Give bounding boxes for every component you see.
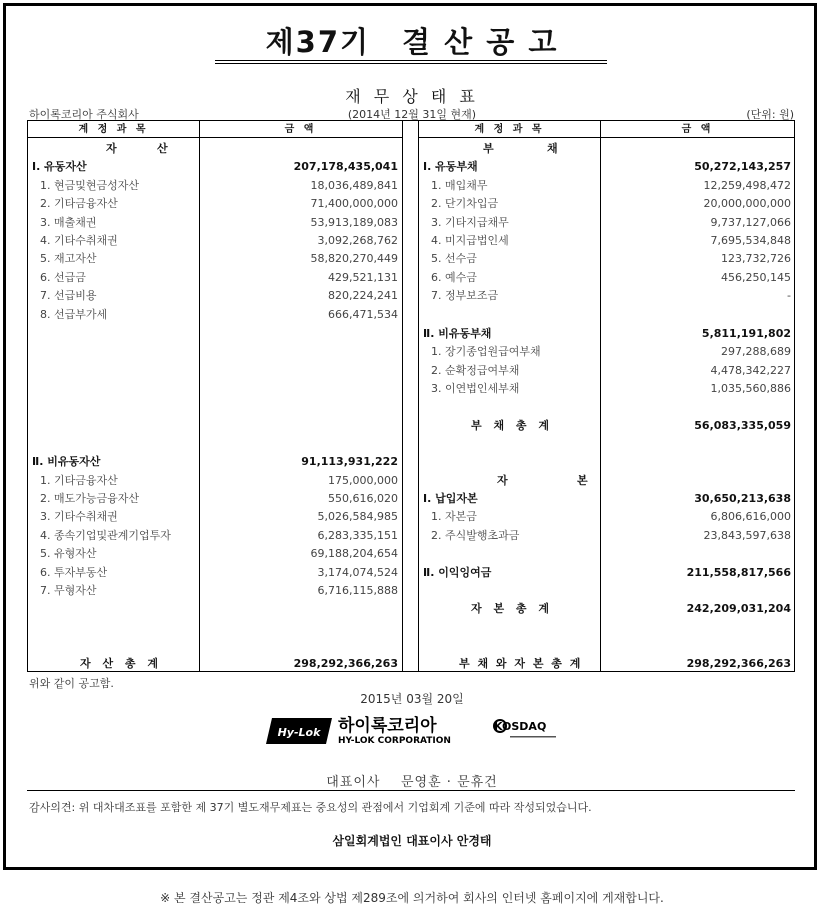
retained-earnings-row (419, 564, 795, 582)
list-item (28, 195, 402, 213)
divider (402, 121, 403, 671)
company-name-en: HY-LOK CORPORATION (338, 736, 451, 746)
row-label: 5. 선수금 (431, 252, 477, 265)
liabilities-header-left: 부 (483, 142, 494, 155)
row-amount: 123,732,726 (721, 252, 791, 265)
list-item (419, 343, 795, 361)
list-item (28, 564, 402, 582)
list-item (419, 527, 795, 545)
balance-sheet-table (27, 120, 795, 672)
row-label: 부 채 와 자 본 총 계 (459, 657, 583, 670)
current-assets-row (28, 158, 402, 176)
row-amount: 175,000,000 (328, 474, 398, 487)
list-item (28, 582, 402, 600)
company-name: 하이록코리아 주식회사 (29, 108, 139, 121)
logo-graphic (0, 712, 824, 752)
kosdaq-text: KOSDAQ (494, 720, 547, 733)
divider (27, 790, 795, 791)
row-label: Ⅱ. 이익잉여금 (423, 566, 492, 579)
row-amount: 6,716,115,888 (317, 584, 398, 597)
row-label: Ⅱ. 비유동부채 (423, 327, 492, 340)
liabilities-header-right: 채 (547, 142, 558, 155)
list-item (28, 472, 402, 490)
row-label: Ⅰ. 유동부채 (423, 160, 478, 173)
title-main: 결 산 공 고 (402, 25, 559, 59)
row-label: 7. 무형자산 (40, 584, 97, 597)
kosdaq-logo (494, 720, 556, 738)
row-amount: 56,083,335,059 (694, 419, 791, 432)
header-amount: 금 액 (199, 121, 402, 138)
row-amount: 456,250,145 (721, 271, 791, 284)
list-item (28, 287, 402, 305)
row-amount: 53,913,189,083 (310, 216, 398, 229)
assets-header-right: 산 (157, 142, 168, 155)
row-label: 3. 매출채권 (40, 216, 97, 229)
assets-header-left: 자 (106, 142, 117, 155)
list-item (419, 177, 795, 195)
list-item (419, 232, 795, 250)
row-amount: 820,224,241 (328, 289, 398, 302)
row-amount: - (787, 289, 791, 302)
row-label: 3. 기타지급채무 (431, 216, 509, 229)
ceo-names: 문영훈 · 문휴건 (401, 775, 498, 790)
list-item (419, 250, 795, 268)
row-amount: 429,521,131 (328, 271, 398, 284)
equity-header-right: 본 (577, 474, 588, 487)
total-assets-row (28, 655, 402, 673)
row-amount: 242,209,031,204 (686, 602, 791, 615)
row-amount: 1,035,560,886 (710, 382, 791, 395)
row-label: 2. 기타금융자산 (40, 197, 118, 210)
row-label: 1. 매입채무 (431, 179, 488, 192)
row-amount: 69,188,204,654 (310, 547, 398, 560)
equity-header-left: 자 (497, 474, 508, 487)
list-item (28, 269, 402, 287)
row-amount: 7,695,534,848 (710, 234, 791, 247)
row-amount: 50,272,143,257 (694, 160, 791, 173)
row-label: 4. 미지급법인세 (431, 234, 509, 247)
list-item (28, 232, 402, 250)
row-label: 1. 자본금 (431, 510, 477, 523)
title-underline-1 (215, 60, 607, 61)
row-label: 자 본 총 계 (471, 602, 553, 615)
list-item (419, 380, 795, 398)
row-label: 2. 순확정급여부채 (431, 364, 520, 377)
hylok-badge-text: Hy-Lok (277, 726, 321, 739)
row-label: 8. 선급부가세 (40, 308, 108, 321)
paidin-capital-row (419, 490, 795, 508)
row-label: 2. 매도가능금융자산 (40, 492, 139, 505)
report-period: (2014년 12월 31일 현재) (347, 108, 477, 121)
company-name-kr: 하이록코리아 (338, 716, 437, 736)
auditor-name: 삼일회계법인 대표이사 안경태 (332, 834, 492, 848)
row-amount: 207,178,435,041 (293, 160, 398, 173)
noncurrent-liabilities-row (419, 325, 795, 343)
liabilities-equity-column (419, 121, 795, 671)
header-amount: 금 액 (600, 121, 795, 138)
row-label: Ⅰ. 납입자본 (423, 492, 478, 505)
row-label: 5. 재고자산 (40, 252, 97, 265)
row-amount: 9,737,127,066 (710, 216, 791, 229)
list-item (419, 269, 795, 287)
title-underline-2 (215, 63, 607, 64)
row-amount: 6,806,616,000 (710, 510, 791, 523)
list-item (28, 214, 402, 232)
row-label: 1. 기타금융자산 (40, 474, 118, 487)
row-amount: 18,036,489,841 (310, 179, 398, 192)
row-amount: 3,092,268,762 (317, 234, 398, 247)
header-account: 계 정 과 목 (28, 121, 199, 138)
list-item (28, 177, 402, 195)
row-label: 부 채 총 계 (471, 419, 553, 432)
row-label: 1. 장기종업원급여부채 (431, 345, 541, 358)
list-item (419, 287, 795, 305)
row-amount: 58,820,270,449 (310, 252, 398, 265)
list-item (419, 214, 795, 232)
statement-title: 재 무 상 태 표 (345, 87, 479, 106)
row-amount: 5,026,584,985 (317, 510, 398, 523)
row-label: 5. 유형자산 (40, 547, 97, 560)
row-label: 1. 현금및현금성자산 (40, 179, 139, 192)
row-amount: 298,292,366,263 (293, 657, 398, 670)
row-label: 4. 종속기업및관계기업투자 (40, 529, 171, 542)
row-amount: 666,471,534 (328, 308, 398, 321)
row-amount: 30,650,213,638 (694, 492, 791, 505)
row-label: 7. 선급비용 (40, 289, 97, 302)
row-amount: 5,811,191,802 (701, 327, 791, 340)
row-label: 6. 예수금 (431, 271, 477, 284)
title-prefix: 제37기 (265, 25, 371, 59)
total-equity-row (419, 600, 795, 618)
audit-opinion: 감사의견: 위 대차대조표를 포함한 제 37기 별도재무제표는 중요성의 관점에서 기업회계 기준에 따라 작성되었습니다. (29, 801, 592, 814)
total-liabilities-equity-row (419, 655, 795, 673)
row-label: 자 산 총 계 (80, 657, 162, 670)
assets-column (28, 121, 402, 671)
row-amount: 20,000,000,000 (703, 197, 791, 210)
row-amount: 3,174,074,524 (317, 566, 398, 579)
row-amount: 550,616,020 (328, 492, 398, 505)
current-liabilities-row (419, 158, 795, 176)
row-label: 7. 정부보조금 (431, 289, 499, 302)
row-amount: 12,259,498,472 (703, 179, 791, 192)
row-label: 6. 선급금 (40, 271, 86, 284)
row-label: 6. 투자부동산 (40, 566, 108, 579)
kosdaq-subline (510, 736, 556, 738)
ceo-title: 대표이사 (326, 775, 381, 790)
list-item (419, 195, 795, 213)
list-item (419, 362, 795, 380)
list-item (28, 490, 402, 508)
list-item (28, 306, 402, 324)
row-amount: 91,113,931,222 (301, 455, 398, 468)
total-liabilities-row (419, 417, 795, 435)
row-amount: 23,843,597,638 (703, 529, 791, 542)
row-label: Ⅰ. 유동자산 (32, 160, 87, 173)
row-amount: 71,400,000,000 (310, 197, 398, 210)
company-logos (0, 712, 824, 752)
row-label: 3. 기타수취채권 (40, 510, 118, 523)
list-item (28, 545, 402, 563)
row-label: 3. 이연법인세부채 (431, 382, 520, 395)
currency-unit: (단위: 원) (746, 108, 794, 121)
row-label: Ⅱ. 비유동자산 (32, 455, 101, 468)
list-item (28, 508, 402, 526)
list-item (28, 250, 402, 268)
row-amount: 297,288,689 (721, 345, 791, 358)
notice-title (0, 20, 824, 61)
list-item (419, 508, 795, 526)
row-amount: 211,558,817,566 (686, 566, 791, 579)
row-amount: 298,292,366,263 (686, 657, 791, 670)
ceo-signature (0, 771, 824, 790)
row-label: 2. 주식발행초과금 (431, 529, 520, 542)
header-account: 계 정 과 목 (419, 121, 600, 138)
row-amount: 6,283,335,151 (317, 529, 398, 542)
row-label: 4. 기타수취채권 (40, 234, 118, 247)
hylok-logo (266, 715, 451, 746)
list-item (28, 527, 402, 545)
notice-date: 2015년 03월 20일 (360, 692, 464, 706)
row-amount: 4,478,342,227 (710, 364, 791, 377)
row-label: 2. 단기차입금 (431, 197, 499, 210)
footnote: ※ 본 결산공고는 정관 제4조와 상법 제289조에 의거하여 회사의 인터넷 홈페이지에 게재합니다. (160, 891, 664, 905)
notice-note: 위와 같이 공고함. (29, 677, 114, 690)
noncurrent-assets-row (28, 453, 402, 471)
